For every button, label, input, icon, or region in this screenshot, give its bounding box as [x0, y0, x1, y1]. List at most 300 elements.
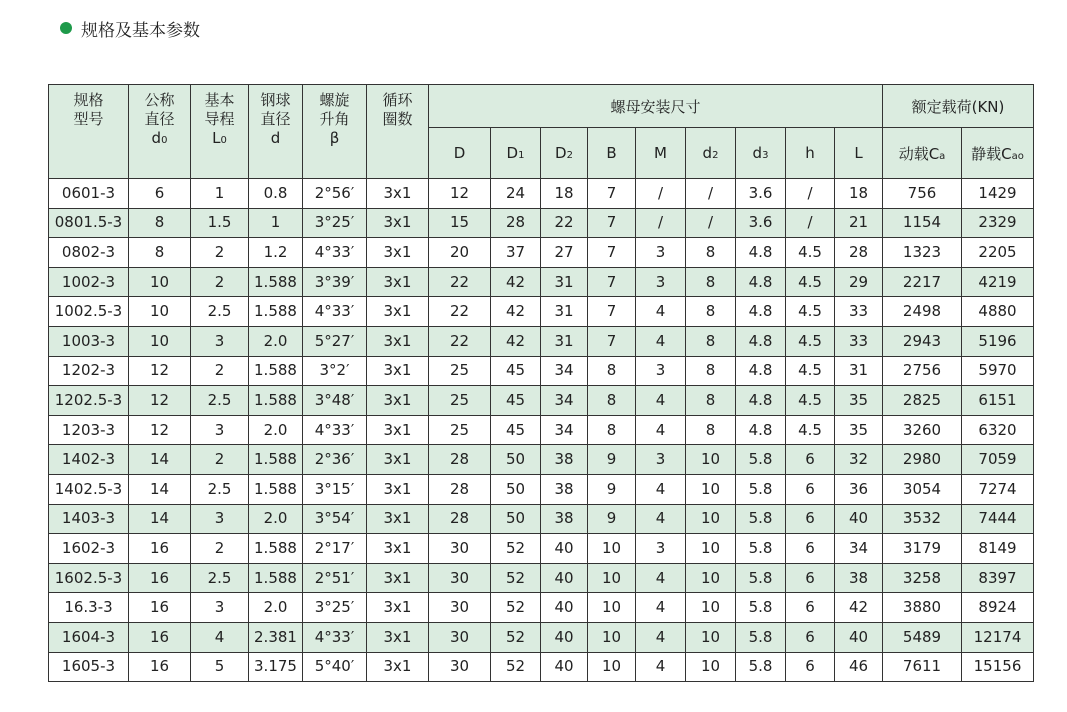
header-circuits: 循环 圈数: [367, 85, 429, 179]
table-cell: 10: [588, 534, 636, 564]
table-cell: 2756: [883, 356, 962, 386]
table-cell: 3x1: [367, 415, 429, 445]
table-row: [49, 415, 1034, 445]
table-cell: 4: [636, 652, 686, 682]
table-cell: 4219: [962, 267, 1034, 297]
table-cell: 1.588: [249, 297, 303, 327]
table-cell: 7: [588, 208, 636, 238]
table-cell: 16: [129, 652, 191, 682]
model-cell: 1002.5-3: [49, 297, 129, 327]
table-cell: 1323: [883, 238, 962, 268]
table-cell: 3x1: [367, 386, 429, 416]
header-load-col-1: 静载Cao: [962, 128, 1034, 179]
table-cell: 6: [129, 179, 191, 209]
table-cell: 6: [786, 445, 835, 475]
table-cell: 8: [686, 267, 736, 297]
table-cell: 5196: [962, 326, 1034, 356]
table-cell: 38: [541, 504, 588, 534]
table-cell: 38: [541, 474, 588, 504]
table-cell: 28: [429, 445, 491, 475]
table-cell: 4: [636, 504, 686, 534]
table-cell: 22: [429, 297, 491, 327]
table-cell: 6: [786, 504, 835, 534]
table-cell: 14: [129, 504, 191, 534]
table-cell: 31: [541, 267, 588, 297]
table-row: [49, 622, 1034, 652]
table-cell: 10: [588, 652, 636, 682]
table-cell: 9: [588, 474, 636, 504]
table-header: [49, 85, 1034, 179]
table-cell: 1.5: [191, 208, 249, 238]
table-cell: 8: [129, 238, 191, 268]
table-cell: 10: [686, 563, 736, 593]
table-cell: 10: [129, 297, 191, 327]
table-cell: 2°51′: [303, 563, 367, 593]
table-cell: 7611: [883, 652, 962, 682]
header-helix-angle: 螺旋 升角 β: [303, 85, 367, 179]
table-cell: 2°17′: [303, 534, 367, 564]
table-cell: 40: [541, 593, 588, 623]
table-cell: 40: [541, 622, 588, 652]
table-cell: 3x1: [367, 179, 429, 209]
table-cell: 22: [429, 267, 491, 297]
table-cell: 42: [491, 326, 541, 356]
header-nut-col-6: d3: [736, 128, 786, 179]
table-row: [49, 474, 1034, 504]
table-cell: 3°48′: [303, 386, 367, 416]
table-cell: 2980: [883, 445, 962, 475]
table-cell: 12: [129, 386, 191, 416]
table-cell: 2.5: [191, 386, 249, 416]
table-cell: 3°39′: [303, 267, 367, 297]
table-cell: 12: [129, 415, 191, 445]
table-cell: 6320: [962, 415, 1034, 445]
table-cell: 8: [686, 238, 736, 268]
table-cell: 10: [686, 504, 736, 534]
table-cell: 4.8: [736, 386, 786, 416]
table-cell: 10: [686, 593, 736, 623]
table-cell: 4°33′: [303, 415, 367, 445]
table-cell: 2329: [962, 208, 1034, 238]
table-cell: 3x1: [367, 652, 429, 682]
section-title: [60, 14, 200, 42]
table-cell: 1154: [883, 208, 962, 238]
table-cell: 30: [429, 652, 491, 682]
table-cell: 1: [191, 179, 249, 209]
table-cell: 7274: [962, 474, 1034, 504]
table-cell: 52: [491, 534, 541, 564]
table-row: [49, 534, 1034, 564]
table-cell: 40: [835, 504, 883, 534]
table-row: [49, 504, 1034, 534]
table-cell: 3258: [883, 563, 962, 593]
table-cell: 4.5: [786, 297, 835, 327]
table-cell: 22: [429, 326, 491, 356]
table-cell: 10: [686, 474, 736, 504]
table-cell: 35: [835, 415, 883, 445]
table-cell: 2498: [883, 297, 962, 327]
table-cell: 33: [835, 326, 883, 356]
table-cell: 1.588: [249, 474, 303, 504]
table-cell: 36: [835, 474, 883, 504]
header-nut-col-0: D: [429, 128, 491, 179]
header-nut-col-1: D1: [491, 128, 541, 179]
table-cell: 7: [588, 267, 636, 297]
table-cell: 4.8: [736, 415, 786, 445]
table-cell: 2°56′: [303, 179, 367, 209]
header-nut-dimensions: 螺母安装尺寸: [429, 85, 883, 128]
table-cell: 4: [636, 563, 686, 593]
table-cell: 3: [636, 238, 686, 268]
table-cell: 5.8: [736, 504, 786, 534]
table-cell: 2.381: [249, 622, 303, 652]
table-cell: 5970: [962, 356, 1034, 386]
table-cell: 25: [429, 415, 491, 445]
table-cell: 4: [636, 386, 686, 416]
model-cell: 1602.5-3: [49, 563, 129, 593]
table-cell: 4.8: [736, 267, 786, 297]
table-cell: 2.0: [249, 593, 303, 623]
table-cell: 3x1: [367, 356, 429, 386]
table-cell: 4.8: [736, 356, 786, 386]
table-cell: 30: [429, 593, 491, 623]
table-cell: 12: [429, 179, 491, 209]
table-cell: 4.5: [786, 386, 835, 416]
header-nut-col-4: M: [636, 128, 686, 179]
table-cell: 42: [835, 593, 883, 623]
table-cell: 4.5: [786, 326, 835, 356]
table-cell: 4.5: [786, 238, 835, 268]
table-cell: 2: [191, 445, 249, 475]
table-cell: 10: [686, 652, 736, 682]
table-cell: /: [786, 208, 835, 238]
table-cell: 3x1: [367, 267, 429, 297]
table-cell: 2.0: [249, 415, 303, 445]
table-row: [49, 652, 1034, 682]
table-cell: /: [636, 208, 686, 238]
table-cell: 3.6: [736, 179, 786, 209]
table-cell: 8: [129, 208, 191, 238]
table-cell: 28: [491, 208, 541, 238]
table-cell: 5.8: [736, 652, 786, 682]
header-ball-diameter: 钢球 直径 d: [249, 85, 303, 179]
table-cell: 8: [686, 297, 736, 327]
model-cell: 1403-3: [49, 504, 129, 534]
table-cell: 1429: [962, 179, 1034, 209]
table-cell: 16: [129, 534, 191, 564]
header-model: 规格 型号: [49, 85, 129, 179]
table-cell: 3: [191, 415, 249, 445]
table-cell: 2217: [883, 267, 962, 297]
table-cell: 35: [835, 386, 883, 416]
table-cell: 8397: [962, 563, 1034, 593]
section-title-text: 规格及基本参数: [81, 20, 200, 41]
table-cell: 8924: [962, 593, 1034, 623]
table-cell: 30: [429, 622, 491, 652]
table-cell: 3: [191, 593, 249, 623]
table-cell: 6: [786, 563, 835, 593]
table-cell: 37: [491, 238, 541, 268]
table-cell: 45: [491, 415, 541, 445]
table-cell: 27: [541, 238, 588, 268]
bullet-dot-icon: [60, 22, 72, 34]
table-cell: 3°2′: [303, 356, 367, 386]
table-cell: 6: [786, 474, 835, 504]
table-cell: 6151: [962, 386, 1034, 416]
table-cell: 1.2: [249, 238, 303, 268]
table-cell: 7: [588, 326, 636, 356]
header-load-col-0: 动载Ca: [883, 128, 962, 179]
table-cell: 3x1: [367, 208, 429, 238]
table-cell: 25: [429, 356, 491, 386]
table-cell: 3°25′: [303, 593, 367, 623]
table-cell: 40: [541, 652, 588, 682]
table-cell: 34: [541, 356, 588, 386]
table-cell: 1.588: [249, 563, 303, 593]
header-nut-col-8: L: [835, 128, 883, 179]
table-cell: 7444: [962, 504, 1034, 534]
table-cell: 8: [686, 326, 736, 356]
table-cell: 756: [883, 179, 962, 209]
model-cell: 0801.5-3: [49, 208, 129, 238]
table-cell: 3.175: [249, 652, 303, 682]
table-cell: 3°25′: [303, 208, 367, 238]
table-cell: 10: [686, 534, 736, 564]
table-cell: 31: [541, 297, 588, 327]
table-cell: 1.588: [249, 267, 303, 297]
table-cell: 38: [541, 445, 588, 475]
table-cell: 31: [835, 356, 883, 386]
table-cell: 2825: [883, 386, 962, 416]
table-cell: 5.8: [736, 622, 786, 652]
table-cell: 3x1: [367, 238, 429, 268]
model-cell: 1002-3: [49, 267, 129, 297]
table-cell: 3.6: [736, 208, 786, 238]
table-cell: 20: [429, 238, 491, 268]
table-cell: 42: [491, 267, 541, 297]
table-cell: 16: [129, 563, 191, 593]
table-cell: 3880: [883, 593, 962, 623]
table-cell: 7059: [962, 445, 1034, 475]
table-cell: 2: [191, 534, 249, 564]
table-cell: 50: [491, 474, 541, 504]
model-cell: 1604-3: [49, 622, 129, 652]
table-cell: 9: [588, 504, 636, 534]
table-cell: 5.8: [736, 534, 786, 564]
table-cell: 10: [686, 622, 736, 652]
table-cell: 4: [636, 297, 686, 327]
table-cell: 8: [588, 386, 636, 416]
table-cell: 4880: [962, 297, 1034, 327]
table-cell: 3054: [883, 474, 962, 504]
table-row: [49, 297, 1034, 327]
table-cell: 4: [636, 474, 686, 504]
table-cell: 2°36′: [303, 445, 367, 475]
table-cell: 22: [541, 208, 588, 238]
table-cell: 4.5: [786, 267, 835, 297]
table-cell: 52: [491, 593, 541, 623]
table-cell: 4.8: [736, 297, 786, 327]
table-cell: 5.8: [736, 445, 786, 475]
table-cell: 30: [429, 563, 491, 593]
table-cell: 4.8: [736, 326, 786, 356]
table-cell: 40: [541, 534, 588, 564]
table-cell: 12174: [962, 622, 1034, 652]
table-cell: 5: [191, 652, 249, 682]
table-cell: 21: [835, 208, 883, 238]
table-cell: 18: [541, 179, 588, 209]
table-cell: /: [636, 179, 686, 209]
table-cell: 14: [129, 474, 191, 504]
table-cell: 12: [129, 356, 191, 386]
table-cell: 10: [129, 267, 191, 297]
table-cell: 2: [191, 238, 249, 268]
table-cell: 3x1: [367, 326, 429, 356]
table-cell: 50: [491, 445, 541, 475]
table-cell: 1.588: [249, 356, 303, 386]
table-cell: 3: [636, 356, 686, 386]
table-cell: 34: [541, 415, 588, 445]
table-cell: 25: [429, 386, 491, 416]
table-cell: 4°33′: [303, 238, 367, 268]
table-cell: 31: [541, 326, 588, 356]
table-cell: 4°33′: [303, 622, 367, 652]
table-cell: 1.588: [249, 386, 303, 416]
table-cell: /: [686, 208, 736, 238]
table-cell: 4: [636, 622, 686, 652]
table-cell: 3x1: [367, 593, 429, 623]
model-cell: 16.3-3: [49, 593, 129, 623]
table-cell: 4: [191, 622, 249, 652]
table-cell: 3x1: [367, 534, 429, 564]
table-cell: 3: [191, 326, 249, 356]
table-cell: 10: [686, 445, 736, 475]
table-cell: 4.5: [786, 415, 835, 445]
table-cell: 7: [588, 179, 636, 209]
table-cell: 42: [491, 297, 541, 327]
table-row: [49, 445, 1034, 475]
table-cell: 40: [835, 622, 883, 652]
table-cell: 3: [636, 267, 686, 297]
table-cell: 2.0: [249, 504, 303, 534]
table-cell: 10: [129, 326, 191, 356]
table-cell: 3x1: [367, 622, 429, 652]
table-cell: 52: [491, 622, 541, 652]
table-cell: 4: [636, 415, 686, 445]
table-cell: 5.8: [736, 474, 786, 504]
table-cell: 3532: [883, 504, 962, 534]
table-row: [49, 208, 1034, 238]
table-cell: 40: [541, 563, 588, 593]
table-cell: 4°33′: [303, 297, 367, 327]
table-cell: 10: [588, 622, 636, 652]
model-cell: 1402.5-3: [49, 474, 129, 504]
model-cell: 0802-3: [49, 238, 129, 268]
table-cell: 33: [835, 297, 883, 327]
header-nut-col-3: B: [588, 128, 636, 179]
table-cell: 2.0: [249, 326, 303, 356]
table-row: [49, 238, 1034, 268]
model-cell: 1605-3: [49, 652, 129, 682]
table-cell: 2205: [962, 238, 1034, 268]
table-cell: 1.588: [249, 445, 303, 475]
table-cell: 2.5: [191, 474, 249, 504]
header-rated-load: 额定载荷(KN): [883, 85, 1034, 128]
table-cell: 15: [429, 208, 491, 238]
spec-table: [48, 84, 1034, 682]
table-cell: 3x1: [367, 297, 429, 327]
table-cell: 1.588: [249, 534, 303, 564]
table-cell: 8: [588, 356, 636, 386]
table-cell: 6: [786, 652, 835, 682]
table-cell: 24: [491, 179, 541, 209]
model-cell: 1602-3: [49, 534, 129, 564]
table-cell: 6: [786, 534, 835, 564]
table-cell: 6: [786, 593, 835, 623]
header-nut-col-7: h: [786, 128, 835, 179]
table-cell: 8: [686, 415, 736, 445]
table-cell: /: [786, 179, 835, 209]
table-row: [49, 356, 1034, 386]
table-cell: 16: [129, 593, 191, 623]
table-row: [49, 563, 1034, 593]
table-cell: 45: [491, 386, 541, 416]
table-cell: 3260: [883, 415, 962, 445]
table-cell: 3x1: [367, 504, 429, 534]
table-cell: 10: [588, 563, 636, 593]
table-cell: 2.5: [191, 297, 249, 327]
table-cell: 2: [191, 267, 249, 297]
table-cell: 5°40′: [303, 652, 367, 682]
model-cell: 1402-3: [49, 445, 129, 475]
table-cell: 2: [191, 356, 249, 386]
table-cell: 50: [491, 504, 541, 534]
table-cell: 52: [491, 563, 541, 593]
table-cell: 15156: [962, 652, 1034, 682]
table-cell: 8: [686, 386, 736, 416]
table-cell: 3: [636, 445, 686, 475]
table-cell: 34: [541, 386, 588, 416]
table-cell: 32: [835, 445, 883, 475]
table-cell: 3°15′: [303, 474, 367, 504]
model-cell: 0601-3: [49, 179, 129, 209]
header-nominal-diameter: 公称 直径 d0: [129, 85, 191, 179]
table-cell: 0.8: [249, 179, 303, 209]
table-cell: 3: [191, 504, 249, 534]
table-cell: 3179: [883, 534, 962, 564]
table-cell: 7: [588, 297, 636, 327]
table-cell: 2943: [883, 326, 962, 356]
table-row: [49, 179, 1034, 209]
table-cell: 7: [588, 238, 636, 268]
table-cell: 16: [129, 622, 191, 652]
table-cell: 5.8: [736, 563, 786, 593]
table-cell: 6: [786, 622, 835, 652]
table-cell: 4.5: [786, 356, 835, 386]
table-cell: 3x1: [367, 563, 429, 593]
model-cell: 1203-3: [49, 415, 129, 445]
table-row: [49, 326, 1034, 356]
table-cell: 30: [429, 534, 491, 564]
model-cell: 1202.5-3: [49, 386, 129, 416]
table-cell: 46: [835, 652, 883, 682]
table-cell: 4: [636, 326, 686, 356]
table-cell: 10: [588, 593, 636, 623]
table-cell: 4.8: [736, 238, 786, 268]
table-cell: 38: [835, 563, 883, 593]
table-cell: 8: [686, 356, 736, 386]
table-cell: 3°54′: [303, 504, 367, 534]
